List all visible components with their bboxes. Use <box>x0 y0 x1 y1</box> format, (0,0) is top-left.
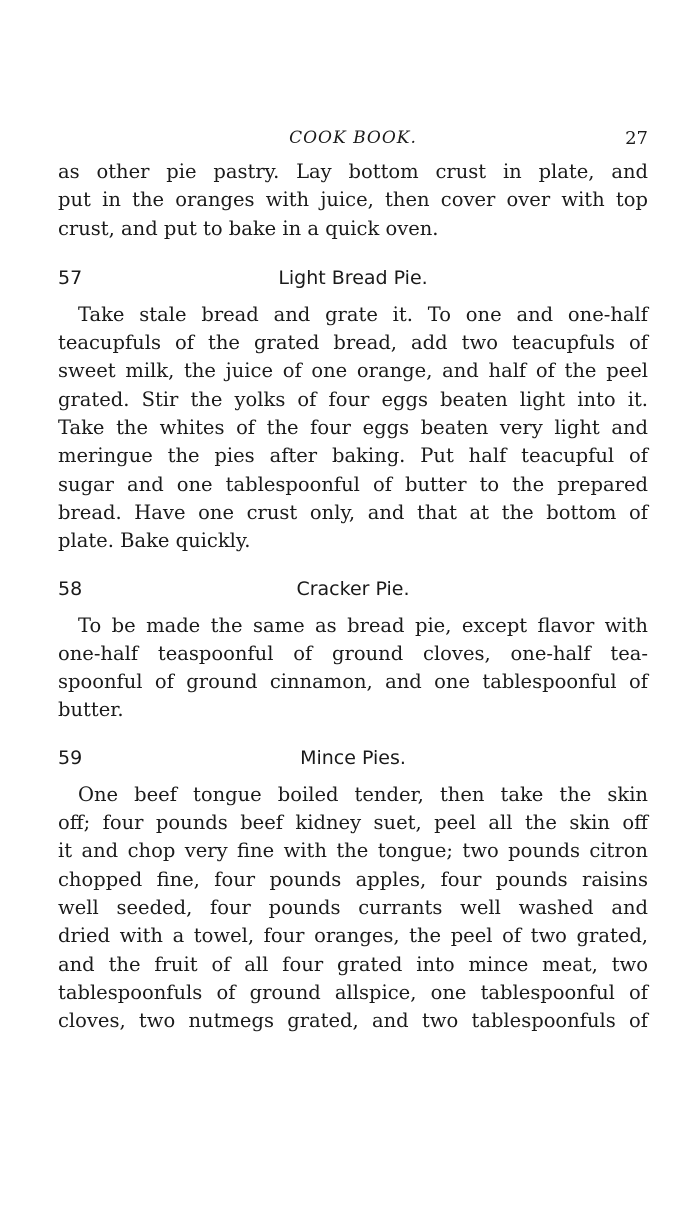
recipe-body <box>58 301 648 556</box>
text-line: sugar and one tablespoonful of butter to the prepared <box>58 472 648 496</box>
text-line: it and chop very fine with the tongue; two pounds citron <box>58 839 648 863</box>
text-line: put in the oranges with juice, then cover over with top <box>58 188 648 212</box>
recipe-body <box>58 612 648 725</box>
text-line: One beef tongue boiled tender, then take the skin <box>78 782 648 806</box>
text-line: dried with a towel, four oranges, the peel of two grated, <box>58 924 648 948</box>
text-line: chopped fine, four pounds apples, four pounds raisins <box>58 867 648 891</box>
running-head <box>58 118 648 158</box>
text-line: crust, and put to bake in a quick oven. <box>58 216 439 240</box>
recipe-heading <box>58 747 648 777</box>
recipe-number: 57 <box>58 266 83 289</box>
text-line: plate. Bake quickly. <box>58 529 251 553</box>
recipe-heading <box>58 578 648 608</box>
recipe-number: 59 <box>58 746 83 769</box>
running-title: COOK BOOK. <box>289 128 417 148</box>
text-line: cloves, two nutmegs grated, and two tablespoonfuls of <box>58 1009 648 1033</box>
text-line: butter. <box>58 698 124 722</box>
text-line: To be made the same as bread pie, except flavor with <box>78 613 648 637</box>
text-line: one-half teaspoonful of ground cloves, one-half tea- <box>58 641 648 665</box>
book-page <box>58 118 648 1035</box>
text-line: teacupfuls of the grated bread, add two teacupfuls of <box>58 331 648 355</box>
recipe-title: Light Bread Pie. <box>278 266 428 289</box>
recipe-title: Mince Pies. <box>300 746 406 769</box>
intro-paragraph <box>58 158 648 243</box>
text-line: as other pie pastry. Lay bottom crust in plate, and <box>58 160 648 183</box>
text-line: well seeded, four pounds currants well washed and <box>58 895 648 919</box>
recipe-title: Cracker Pie. <box>296 577 410 600</box>
text-line: and the fruit of all four grated into mince meat, two <box>58 952 648 976</box>
text-line: grated. Stir the yolks of four eggs beaten light into it. <box>58 387 648 411</box>
text-line: meringue the pies after baking. Put half teacupful of <box>58 444 648 468</box>
text-line: spoonful of ground cinnamon, and one tablespoonful of <box>58 670 648 694</box>
text-line: Take stale bread and grate it. To one and one-half <box>78 302 648 326</box>
text-line: off; four pounds beef kidney suet, peel all the skin off <box>58 811 648 835</box>
text-line: bread. Have one crust only, and that at the bottom of <box>58 500 648 524</box>
text-line: sweet milk, the juice of one orange, and half of the peel <box>58 359 648 383</box>
recipe-number: 58 <box>58 577 83 600</box>
text-line: Take the whites of the four eggs beaten very light and <box>58 416 648 440</box>
page-number: 27 <box>625 128 648 149</box>
recipe-heading <box>58 267 648 297</box>
text-line: tablespoonfuls of ground allspice, one tablespoonful of <box>58 980 648 1004</box>
recipe-body <box>58 781 648 1036</box>
